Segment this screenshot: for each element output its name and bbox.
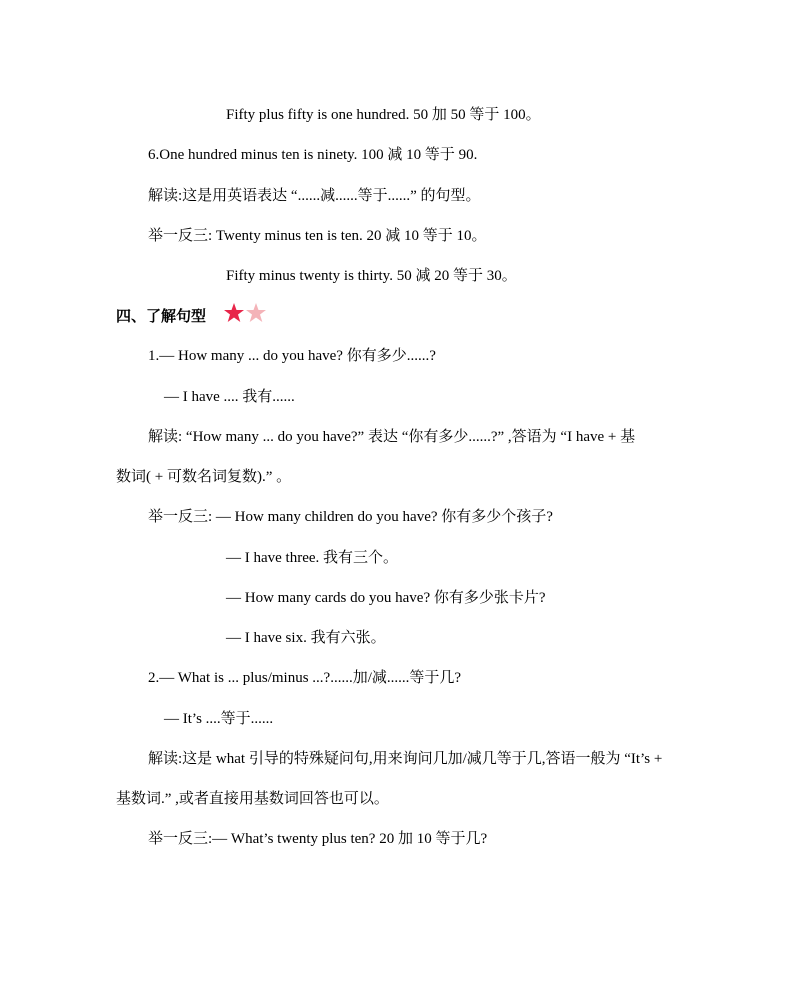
explanation-3-cont: 基数词.” ,或者直接用基数词回答也可以。 [116, 791, 389, 807]
explanation-1: 解读:这是用英语表达 “......减......等于......” 的句型。 [148, 188, 481, 204]
item-6: 6.One hundred minus ten is ninety. 100 减 10 等于 90. [148, 147, 478, 163]
practice-2-line-2: — I have three. 我有三个。 [226, 550, 399, 566]
practice-1: 举一反三: Twenty minus ten is ten. 20 减 10 等于 10。 [148, 228, 487, 244]
pattern-1-question: 1.— How many ... do you have? 你有多少......? [148, 348, 436, 364]
pattern-2-answer: — It’s ....等于...... [164, 711, 274, 727]
star-filled-icon [224, 303, 244, 322]
star-empty-icon [246, 303, 266, 322]
pattern-1-answer: — I have .... 我有...... [164, 389, 295, 405]
section-heading: 四、了解句型 [116, 307, 207, 325]
explanation-2: 解读: “How many ... do you have?” 表达 “你有多少......?” ,答语为 “I have + 基 [148, 429, 636, 445]
pattern-2-question: 2.— What is ... plus/minus ...?......加/减......等于几? [148, 670, 462, 686]
example-line-1: Fifty plus fifty is one hundred. 50 加 50 等于 100。 [226, 107, 541, 123]
practice-3: 举一反三:— What’s twenty plus ten? 20 加 10 等于几? [148, 831, 488, 847]
practice-2: 举一反三: — How many children do you have? 你有多少个孩子? [148, 509, 553, 525]
explanation-2-cont: 数词( + 可数名词复数).” 。 [116, 469, 292, 485]
explanation-3: 解读:这是 what 引导的特殊疑问句,用来询问几加/减几等于几,答语一般为 “It’s + [148, 751, 663, 767]
practice-2-line-3: — How many cards do you have? 你有多少张卡片? [226, 590, 546, 606]
practice-1-line-2: Fifty minus twenty is thirty. 50 减 20 等于 30。 [226, 268, 517, 284]
difficulty-rating [223, 302, 269, 324]
practice-2-line-4: — I have six. 我有六张。 [226, 630, 386, 646]
